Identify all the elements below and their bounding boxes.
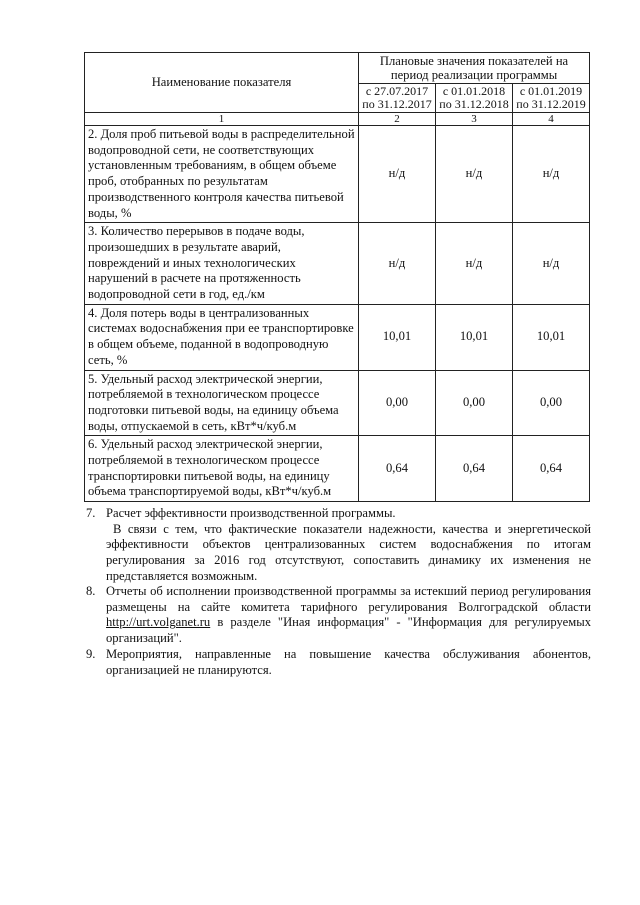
indicator-value: 10,01 (359, 304, 436, 370)
section-9-text: Мероприятия, направленные на повышение качества обслуживания абонентов, организацией не планируются. (106, 647, 591, 677)
column-number: 4 (513, 113, 590, 126)
table-row (85, 223, 590, 305)
indicator-value: 0,64 (513, 436, 590, 502)
table-row (85, 436, 590, 502)
indicator-value: н/д (359, 223, 436, 305)
section-7 (76, 506, 591, 585)
table-row (85, 370, 590, 436)
indicator-value: 10,01 (436, 304, 513, 370)
indicator-value: 0,00 (513, 370, 590, 436)
indicator-value: н/д (436, 223, 513, 305)
column-number: 1 (85, 113, 359, 126)
indicator-name: 2. Доля проб питьевой воды в распределительной водопроводной сети, не соответствующих установленным требованиям, в общем объеме проб, отобранных по результатам производственного контроля качества питьевой воды, % (85, 126, 359, 223)
section-8-text: Отчеты об исполнении производственной программы за истекший период регулирования размещены на сайте комитета тарифного регулирования Волгоградской области (106, 584, 591, 614)
indicator-value: 0,00 (359, 370, 436, 436)
header-period-2019: с 01.01.2019 по 31.12.2019 (513, 84, 590, 113)
indicator-name: 3. Количество перерывов в подаче воды, произошедших в результате аварий, повреждений и иных технологических нарушений в расчете на протяженность водопроводной сети в год, ед./км (85, 223, 359, 305)
section-8 (76, 584, 591, 647)
indicator-name: 6. Удельный расход электрической энергии, потребляемой в технологическом процессе транспортировки питьевой воды, на единицу объема транспортируемой воды, кВт*ч/куб.м (85, 436, 359, 502)
section-8-text-after: в разделе "Иная информация" - "Информация для регулируемых организаций". (106, 615, 591, 646)
indicator-value: н/д (436, 126, 513, 223)
indicator-value: 0,64 (436, 436, 513, 502)
indicator-value: н/д (513, 126, 590, 223)
section-7-body: В связи с тем, что фактические показатели надежности, качества и энергетической эффективности объектов централизованных систем водоснабжения по итогам регулирования за 2016 год отсутствуют, сопоставить динамику их изменения не представляется возможным. (106, 521, 591, 583)
indicator-value: 10,01 (513, 304, 590, 370)
section-number: 9. (86, 647, 96, 661)
indicator-value: н/д (359, 126, 436, 223)
indicator-value: 0,64 (359, 436, 436, 502)
table-row (85, 304, 590, 370)
header-period-2018: с 01.01.2018 по 31.12.2018 (436, 84, 513, 113)
indicator-name: 4. Доля потерь воды в централизованных системах водоснабжения при ее транспортировке в общем объеме, поданной в водопроводную сеть, % (85, 304, 359, 370)
committee-site-link[interactable]: http://urt.volganet.ru (106, 615, 211, 630)
indicator-value: н/д (513, 223, 590, 305)
indicator-value: 0,00 (436, 370, 513, 436)
column-number: 3 (436, 113, 513, 126)
indicators-table (84, 52, 590, 502)
table-row (85, 126, 590, 223)
indicator-name: 5. Удельный расход электрической энергии, потребляемой в технологическом процессе подготовки питьевой воды, на единицу объема воды, отпускаемой в сеть, кВт*ч/куб.м (85, 370, 359, 436)
section-number: 8. (86, 584, 96, 598)
section-7-title: Расчет эффективности производственной программы. (106, 506, 396, 520)
section-number: 7. (86, 506, 96, 520)
header-indicator-name: Наименование показателя (85, 53, 359, 113)
column-number: 2 (359, 113, 436, 126)
header-plan-values: Плановые значения показателей на период реализации программы (359, 53, 590, 84)
header-period-2017: с 27.07.2017 по 31.12.2017 (359, 84, 436, 113)
column-numbers-row (85, 113, 590, 126)
section-9 (76, 647, 591, 678)
